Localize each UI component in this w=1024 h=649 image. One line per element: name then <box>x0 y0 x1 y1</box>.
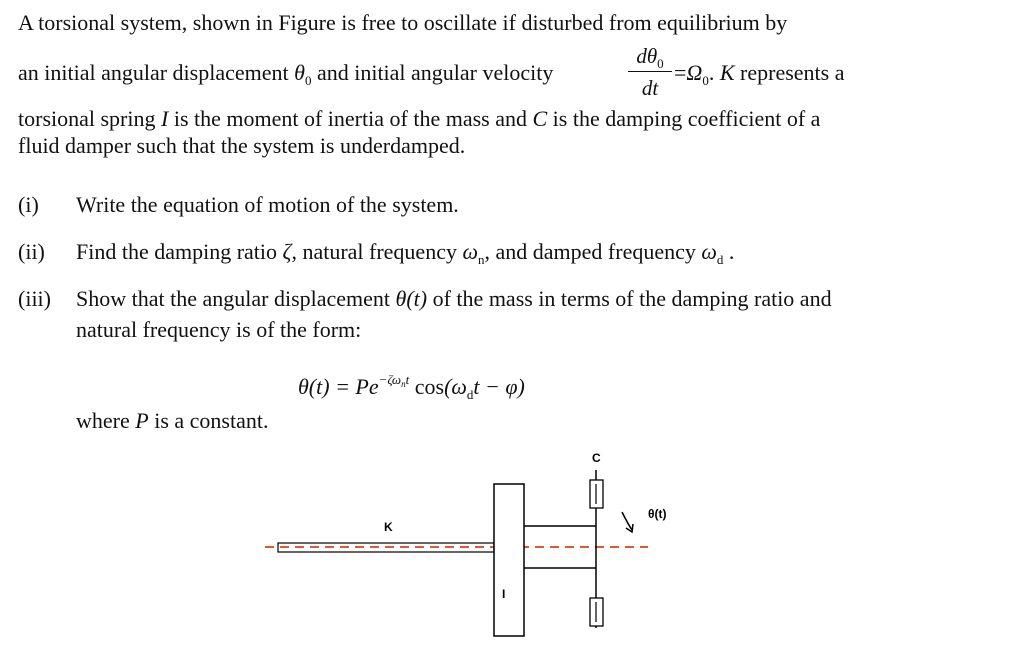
question-1-text: Write the equation of motion of the system. <box>76 192 459 217</box>
question-3-number: (iii) <box>18 286 51 311</box>
question-1-number: (i) <box>18 192 39 217</box>
rotation-arrow <box>622 512 632 530</box>
label-i: I <box>502 587 506 601</box>
intro-line-1: A torsional system, shown in Figure is free to oscillate if disturbed from equilibrium by <box>18 10 788 35</box>
intro-line-2: an initial angular displacement $\theta_0$ and initial angular velocity <box>18 60 554 88</box>
label-theta: θ(t) <box>648 507 667 521</box>
intro-line-2-rest: $=\Omega_0$. K represents a <box>674 60 845 88</box>
where-text: where P is a constant. <box>76 408 269 433</box>
question-3-text-line-1: Show that the angular displacement θ(t) of the mass in terms of the damping ratio and <box>76 286 832 311</box>
question-2-text: Find the damping ratio ζ, natural frequency $\omega_n$, and damped frequency $\omega_d$ . <box>76 239 735 267</box>
question-3-text-line-2: natural frequency is of the form: <box>76 317 362 342</box>
intro-line-4: fluid damper such that the system is underdamped. <box>18 133 466 158</box>
label-k: K <box>384 520 393 534</box>
fraction-numerator: $d\theta_0$ <box>636 44 664 71</box>
question-2-number: (ii) <box>18 239 45 264</box>
inertia-disk <box>494 484 524 636</box>
solution-equation: $\theta(t) = Pe^{-\zeta\omega nt}$ $\cos(\omega_dt - \varphi)$ <box>298 372 525 402</box>
fraction-denominator: dt <box>641 76 659 100</box>
intro-line-3: torsional spring I is the moment of inertia of the mass and C is the damping coefficient of a <box>18 106 821 131</box>
label-c: C <box>592 451 601 465</box>
